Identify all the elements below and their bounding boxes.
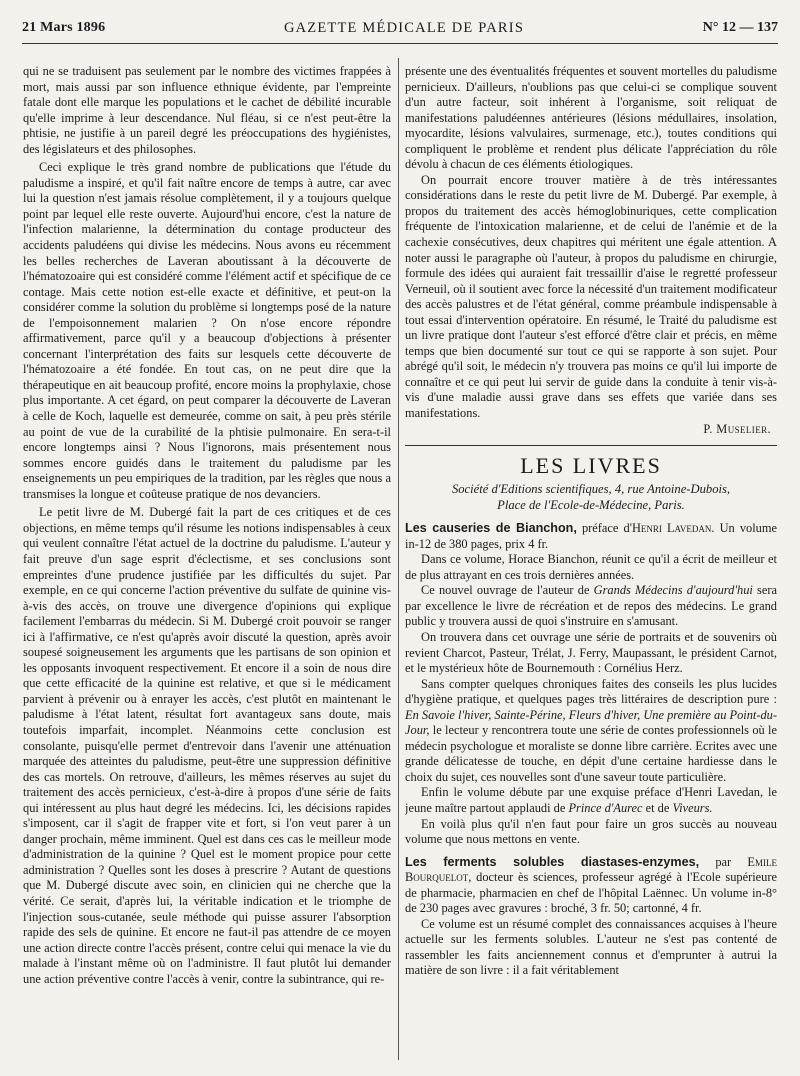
- paragraph: Le petit livre de M. Dubergé fait la part de ces critiques et de ces objections, en même temps qu'il résume les notions indispensables à ceux qui veulent connaître l'état actuel de la doctrine du paludisme. L'auteur y fait preuve d'un sage esprit d'éclectisme, et ses conclusions sont empreintes d'une prudence justifiée par les difficultés du sujet. Par exemple, en ce qui concerne l'action préventive du sulfate de quinine vis-à-vis des accès, on trouve une divergence d'opinions qui explique facilement l'embarras du médecin. Si M. Dubergé croit pouvoir se ranger ici à l'affirmative, ce n'est qu'après avoir discuté la question, après avoir soupesé soigneusement les arguments que les partisans de son opinion et les opposants invoquent respectivement. Et encore il a soin de nous dire que cette efficacité de la quinine est relative, et que si le médicament parvient à prévenir ou à enrayer les accès, c'est plutôt en maintenant le paludisme à l'état latent, résultat fort avantageux sans doute, mais toutefois imparfait, incomplet. Néanmoins cette conclusion est consolante, puisqu'elle permet d'entrevoir dans l'avenir une atténuation marquée des atteintes du paludisme, peut-être une suppression définitive des cas mortels. On retrouve, d'ailleurs, les mêmes réserves au sujet du traitement des accès pernicieux, c'est-à-dire à propos d'une série de faits qui intéressent au plus haut degré les médecins. Ici, les décisions rapides s'imposent, car il s'agit de frapper vite et fort, si l'on veut parer à un danger prochain, même imminent. Quel est dans ces cas le meilleur mode d'administration de la quinine ? Quel est le moment propice pour cette administration ? Quelles sont les doses à prescrire ? Autant de questions que M. Dubergé discute avec soin, en clinicien qui ne cherche que la vérité. Ce serait, d'après lui, la véritable indication et le triomphe de l'injection sous-cutanée, seule méthode qui puisse assurer l'absorption rapide des sels de quinine. Et encore ne faut-il pas attendre de ce moyen une action directe contre l'accès présent, contre celui qui menace la vie du malade à l'instant même où on l'administre. Il faut plutôt lui demander une action préventive contre l'accès à venir, contre la subintrance, qui re-: [23, 505, 391, 986]
- section-title: LES LIVRES: [520, 453, 662, 479]
- journal-title: GAZETTE MÉDICALE DE PARIS: [283, 19, 525, 36]
- paragraph: Ce nouvel ouvrage de l'auteur de Grands Médecins d'aujourd'hui sera par excellence le livre de récréation et de repos des médecins. Le grand public y trouvera aussi de quoi s'instruire en s'amusant.: [405, 583, 777, 629]
- publisher-line: Place de l'Ecole-de-Médecine, Paris.: [497, 497, 685, 512]
- paragraph: Ce volume est un résumé complet des connaissances acquises à l'heure actuelle sur les ferments solubles. L'auteur ne s'est pas contenté de rassembler les faits anciennement connus et d'emprunter à autrui la matière de son livre : il a fait véritablement: [405, 916, 777, 978]
- paragraph: Sans compter quelques chroniques faites des conseils les plus lucides d'hygiène pratique, et quelques pages très littéraires de description pure : En Savoie l'hiver, Sainte-Périne, Fleurs d'hiver, Une première au Point-du-Jour, le lecteur y rencontrera toute une série de contes professionnels où le médecin psychologue et moraliste se donne libre carrière. Ecrites avec une grande délicatesse de touche, en dépit d'une certaine hardiesse dans le choix du sujet, ces nouvelles sont d'une saveur toute particulière.: [405, 676, 777, 784]
- paragraph: présente une des éventualités fréquentes et souvent mortelles du paludisme pernicieux. D'ailleurs, n'oublions pas que celui-ci se complique souvent d'un autre facteur, soit inhérent à l'organisme, soit reliquat de manifestations paludéennes antérieures (lésions médullaires, insolation, myocardite, lésions valvulaires, surmenage, etc.), toutes conditions qui compliquent le problème et rendent plus délicate l'appréciation du rôle dévolu à chacun de ces éléments étiologiques.: [405, 64, 777, 172]
- paragraph: Enfin le volume débute par une exquise préface d'Henri Lavedan, le jeune maître partout applaudi de Prince d'Aurec et de Viveurs.: [405, 785, 777, 815]
- header-rule: [22, 43, 778, 44]
- book-author: Emile Bourquelot: [405, 854, 777, 885]
- right-column: [405, 64, 777, 1059]
- book-entry-heading: Les ferments solubles diastases-enzymes, par Emile Bourquelot, docteur ès sciences, professeur agrégé à l'Ecole supérieure de pharmacie, pharmacien en chef de l'hôpital Laënnec. Un volume in-8° de 230 pages avec gravures : broché, 3 fr. 50; cartonné, 4 fr.: [405, 854, 777, 916]
- paragraph: Ceci explique le très grand nombre de publications que l'étude du paludisme a inspiré, et qu'il fait naître encore de temps à autre, car avec lui la question n'est jamais résolue complètement, il y a toujours quelque point par lequel elle reste ouverte. Aujourd'hui encore, c'est la nature de l'infection malarienne, la détermination du contage producteur des accidents paludéens qui divise les médecins. Nous avons eu récemment les belles recherches de Laveran aboutissant à la découverte de l'hématozoaire qui est considéré comme l'élément actif et spécifique de ce contage. Mais cette notion est-elle exacte et définitive, et peut-on la considérer comme la solution du problème si longtemps posé de la nature de l'empoisonnement malarien ? On n'ose encore répondre affirmativement, parce qu'il y a beaucoup d'objections à présenter concernant l'interprétation des faits sur lesquels cette découverte de l'hématozoaire a été fondée. En tout cas, on ne peut dire que la thérapeutique en ait beaucoup profité, encore moins la prophylaxie, chose plus importante. A cet égard, on peut comparer la découverte de Laveran à celle de Koch, laquelle est demeurée, comme on sait, à peu près stérile au point de vue de la curabilité de la phtisie pulmonaire. En sera-t-il encore longtemps ainsi ? Nous l'ignorons, mais présentement nous sommes encore guidés dans le traitement du paludisme par les enseignements un peu empiriques de la tradition, par les règles que nous a transmises la longue et coûteuse pratique de nos devanciers.: [23, 160, 391, 501]
- article-signature: P. Muselier.: [703, 421, 771, 436]
- paragraph: En voilà plus qu'il n'en faut pour faire un gros succès au nouveau volume que nous mettons en vente.: [405, 816, 777, 847]
- paragraph: Dans ce volume, Horace Bianchon, réunit ce qu'il a écrit de meilleur et de plus attrayant en ces trois dernières années.: [405, 552, 777, 582]
- issue-date: 21 Mars 1896: [22, 20, 106, 35]
- paragraph: On pourrait encore trouver matière à de très intéressantes considérations dans le reste du petit livre de M. Dubergé. Par exemple, à propos du traitement des accès hémoglobinuriques, cette complication fréquente de l'intoxication malarienne, et de celui de l'anémie et de la cachexie consécutives, deux chapitres qui méritent une égale attention. A noter aussi le paragraphe où l'auteur, à propos du paludisme en chirurgie, formule des idées qui auraient fait tressaillir d'aise le regretté professeur Verneuil, où il soutient avec force la nécessité d'un traitement modificateur des accès palustres et de l'état général, comme préambule indispensable à tout essai d'intervention opératoire. En résumé, le Traité du paludisme est un livre pratique dont l'auteur s'est efforcé d'être clair et précis, en même temps que bien documenté sur tout ce qui se rapporte à son sujet. Pour abrégé qu'il soit, le médecin n'y trouvera pas moins ce qu'il lui importe de connaître et ce qui peut lui servir de guide dans la conduite à tenir vis-à-vis d'une maladie aussi grave dans ses effets que variée dans ses manifestations.: [405, 172, 777, 421]
- book-entry-heading: Les causeries de Bianchon, préface d'Henri Lavedan. Un volume in-12 de 380 pages, prix 4 fr.: [405, 521, 777, 551]
- publisher-address: [405, 482, 777, 513]
- left-column: [23, 64, 391, 1059]
- book-title: Les causeries de Bianchon,: [405, 521, 577, 536]
- paragraph: qui ne se traduisent pas seulement par le nombre des victimes frappées à mort, mais aussi par son influence ethnique évidente, par l'empreinte fatale dont elle marque les populations et le cachet de débilité incurable qu'elle imprime à leur descendance. Nul fléau, si ce n'est peut-être la phtisie, ne justifie à un pareil degré les préoccupations des hygiénistes, des législateurs et des philosophes.: [23, 64, 391, 156]
- page-header: [22, 16, 778, 40]
- book-title: Les ferments solubles diastases-enzymes,: [405, 854, 700, 869]
- section-rule: [405, 445, 777, 446]
- column-divider: [398, 58, 399, 1060]
- paragraph: On trouvera dans cet ouvrage une série de portraits et de souvenirs où revient Charcot, Pasteur, Trélat, J. Ferry, Maupassant, le président Carnot, et le mystérieux hôte de Bournemouth : Cornélius Herz.: [405, 629, 777, 676]
- issue-page-number: N° 12 — 137: [702, 20, 778, 35]
- publisher-line: Société d'Editions scientifiques, 4, rue Antoine-Dubois,: [451, 482, 731, 497]
- preface-author: Henri Lavedan: [631, 521, 712, 536]
